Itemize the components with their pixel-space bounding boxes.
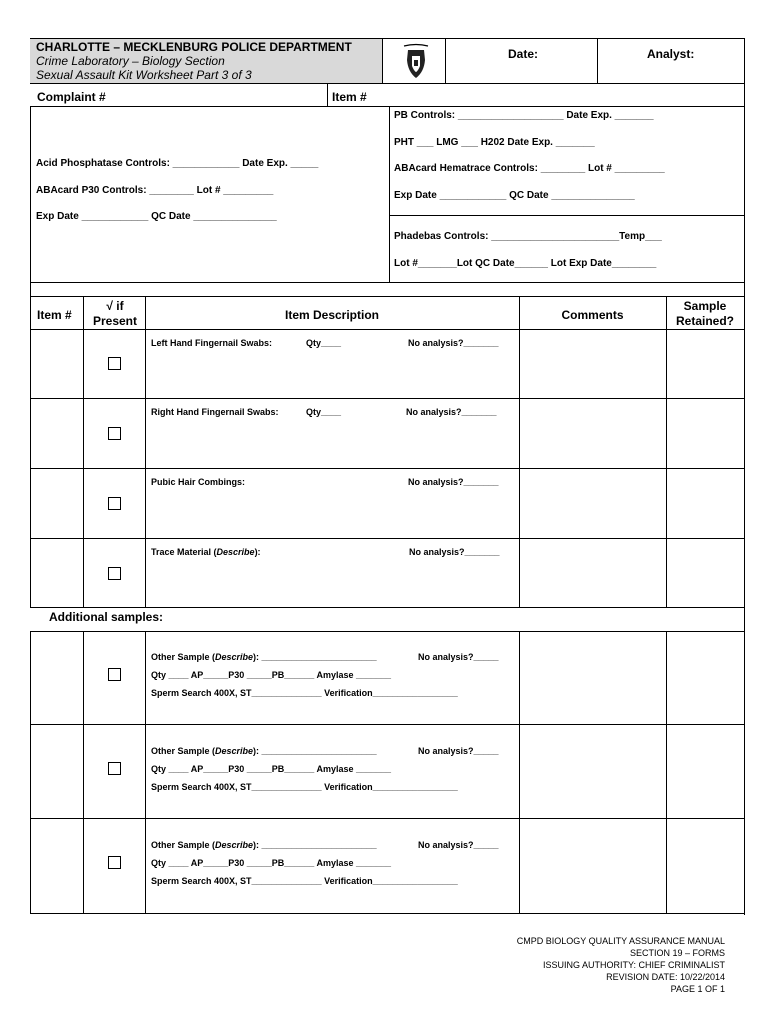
item-label: Item # — [332, 90, 367, 104]
left-exp-qc-date: Exp Date ____________ QC Date _______________ — [36, 211, 277, 222]
abacard-p30-controls: ABAcard P30 Controls: ________ Lot # _________ — [36, 185, 274, 196]
additional-checkbox-1[interactable] — [108, 668, 121, 681]
additional-sperm-line-3: Sperm Search 400X, ST______________ Verification_________________ — [151, 876, 458, 886]
row4-no-analysis: No analysis?_______ — [409, 547, 500, 557]
row3-no-analysis: No analysis?_______ — [408, 477, 499, 487]
additional-checkbox-2[interactable] — [108, 762, 121, 775]
pht-lmg-h202: PHT ___ LMG ___ H202 Date Exp. _______ — [394, 137, 595, 148]
col-present-header-1: √ if — [106, 299, 124, 313]
additional-no-analysis-1: No analysis?_____ — [418, 652, 499, 662]
additional-sperm-line-2: Sperm Search 400X, ST______________ Verification_________________ — [151, 782, 458, 792]
row3-description: Pubic Hair Combings: — [151, 477, 246, 487]
row4-description: Trace Material (Describe): — [151, 547, 261, 557]
additional-other-sample-3: Other Sample (Describe): _______________________ — [151, 840, 377, 850]
footer-block — [517, 935, 725, 995]
worksheet-subtitle: Sexual Assault Kit Worksheet Part 3 of 3 — [36, 68, 252, 82]
police-badge-logo — [396, 42, 436, 80]
row1-no-analysis: No analysis?_______ — [408, 338, 499, 348]
additional-no-analysis-2: No analysis?_____ — [418, 746, 499, 756]
row2-no-analysis: No analysis?_______ — [406, 407, 497, 417]
row2-qty: Qty____ — [306, 407, 342, 417]
complaint-label: Complaint # — [37, 90, 106, 104]
footer-section: SECTION 19 – FORMS — [629, 948, 725, 958]
additional-checkbox-3[interactable] — [108, 856, 121, 869]
acid-phosphatase-controls: Acid Phosphatase Controls: ____________ Date Exp. _____ — [36, 158, 319, 169]
additional-qty-line-1: Qty ____ AP_____P30 _____PB______ Amylase _______ — [151, 670, 392, 680]
present-checkbox-row3[interactable] — [108, 497, 121, 510]
row1-qty: Qty____ — [306, 338, 342, 348]
phadebas-controls: Phadebas Controls: _______________________Temp___ — [394, 231, 662, 242]
department-title: CHARLOTTE – MECKLENBURG POLICE DEPARTMENT — [36, 40, 352, 54]
col-present-header-2: Present — [92, 314, 138, 328]
col-description-header: Item Description — [284, 308, 380, 322]
footer-authority: ISSUING AUTHORITY: CHIEF CRIMINALIST — [542, 960, 725, 970]
col-retained-header-2: Retained? — [675, 314, 734, 328]
phadebas-lot: Lot #_______Lot QC Date______ Lot Exp Date________ — [394, 258, 657, 269]
additional-no-analysis-3: No analysis?_____ — [418, 840, 499, 850]
col-comments-header: Comments — [561, 308, 624, 322]
additional-qty-line-2: Qty ____ AP_____P30 _____PB______ Amylase _______ — [151, 764, 392, 774]
right-exp-qc-date: Exp Date ____________ QC Date _______________ — [394, 190, 635, 201]
additional-samples-label: Additional samples: — [49, 610, 164, 624]
additional-qty-line-3: Qty ____ AP_____P30 _____PB______ Amylase _______ — [151, 858, 392, 868]
date-label: Date: — [508, 47, 539, 61]
row1-description: Left Hand Fingernail Swabs: — [151, 338, 273, 348]
present-checkbox-row1[interactable] — [108, 357, 121, 370]
pb-controls: PB Controls: ___________________ Date Exp. _______ — [394, 110, 654, 121]
present-checkbox-row4[interactable] — [108, 567, 121, 580]
present-checkbox-row2[interactable] — [108, 427, 121, 440]
footer-revision: REVISION DATE: 10/22/2014 — [606, 972, 725, 982]
additional-other-sample-2: Other Sample (Describe): _______________________ — [151, 746, 377, 756]
footer-page: PAGE 1 OF 1 — [670, 984, 725, 994]
row2-description: Right Hand Fingernail Swabs: — [151, 407, 279, 417]
additional-sperm-line-1: Sperm Search 400X, ST______________ Verification_________________ — [151, 688, 458, 698]
footer-manual: CMPD BIOLOGY QUALITY ASSURANCE MANUAL — [516, 936, 725, 946]
col-retained-header-1: Sample — [683, 299, 727, 313]
additional-other-sample-1: Other Sample (Describe): _______________________ — [151, 652, 377, 662]
analyst-label: Analyst: — [647, 47, 695, 61]
lab-subtitle: Crime Laboratory – Biology Section — [36, 54, 225, 68]
col-item-header: Item # — [37, 308, 72, 322]
hematrace-controls: ABAcard Hematrace Controls: ________ Lot # _________ — [394, 163, 665, 174]
